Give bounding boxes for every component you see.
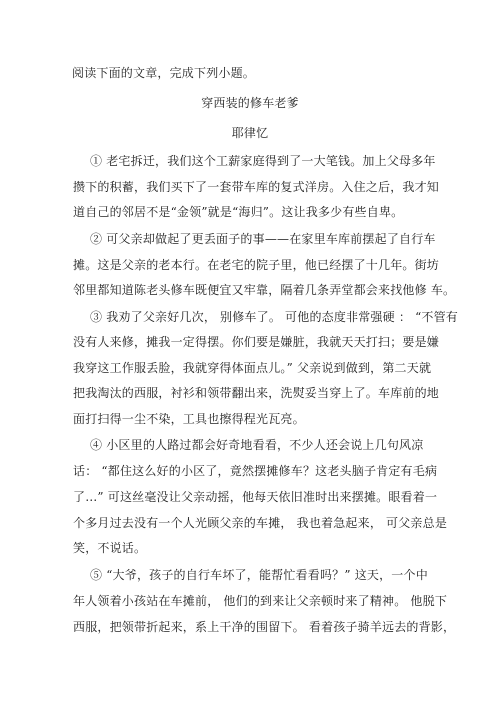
paragraph-line: 把我淘汰的西服，衬衫和领带翻出来，洗熨妥当穿上了。车库前的地: [73, 386, 440, 400]
paragraph-line: 攒下的积蓄，我们买下了一套带车库的复式洋房。入住之后，我才知: [73, 180, 440, 194]
paragraph-line: 没有人来修，摊我一定得摆。你们要是嫌脏，我就天天打扫；要是嫌: [73, 335, 440, 349]
paragraph-line: ① 老宅拆迁，我们这个工薪家庭得到了一大笔钱。加上父母多年: [90, 154, 436, 168]
paragraph-line: ② 可父亲却做起了更丢面子的事——在家里车库前摆起了自行车: [90, 232, 436, 246]
paragraph-line: 摊。这是父亲的老本行。在老宅的院子里，他已经摆了十几年。街坊: [73, 258, 440, 272]
paragraph-line: 年人领着小孩站在车摊前， 他们的到来让父亲顿时来了精神。 他脱下: [73, 594, 448, 608]
paragraph-line: 道自己的邻居不是“金领”就是“海归”。这让我多少有些自卑。: [73, 205, 404, 219]
paragraph-line: ⑤ “大爷，孩子的自行车坏了，能帮忙看看吗？” 这天，一个中: [90, 568, 428, 582]
paragraph-line: 了…” 可这丝毫没让父亲动摇，他每天依旧准时出来摆摊。眼看着一: [73, 490, 438, 504]
paragraph-line: 话： “都住这么好的小区了，竟然摆摊修车？这老头脑子肯定有毛病: [73, 464, 438, 478]
paragraph-line: 我穿这工作服丢脸，我就穿得体面点儿。” 父亲说到做到，第二天就: [73, 361, 432, 375]
paragraph-line: 个多月过去没有一个人光顾父亲的车摊， 我也着急起来， 可父亲总是: [73, 516, 448, 530]
paragraph-line: ④ 小区里的人路过都会好奇地看看，不少人还会说上几句风凉: [90, 438, 424, 452]
article-author: 耶律忆: [231, 126, 269, 140]
reading-instruction: 阅读下面的文章，完成下列小题。: [72, 66, 256, 80]
paragraph-line: 笑，不说话。: [73, 541, 147, 555]
paragraph-line: 西服，把领带折起来，系上干净的围留下。 看着孩子骑羊远去的背影，: [73, 620, 456, 634]
paragraph-line: 面打扫得一尘不染，工具也擦得程光瓦亮。: [73, 412, 305, 426]
paragraph-line: ③ 我劝了父亲好几次， 别修车了。 可他的态度非常强硬 ： “不管有: [90, 310, 459, 324]
article-title: 穿西装的修车老爹: [201, 96, 299, 110]
paragraph-line: 邻里都知道陈老头修车既便宜又牢靠，隔着几条弄堂都会来找他修 车。: [73, 283, 456, 297]
